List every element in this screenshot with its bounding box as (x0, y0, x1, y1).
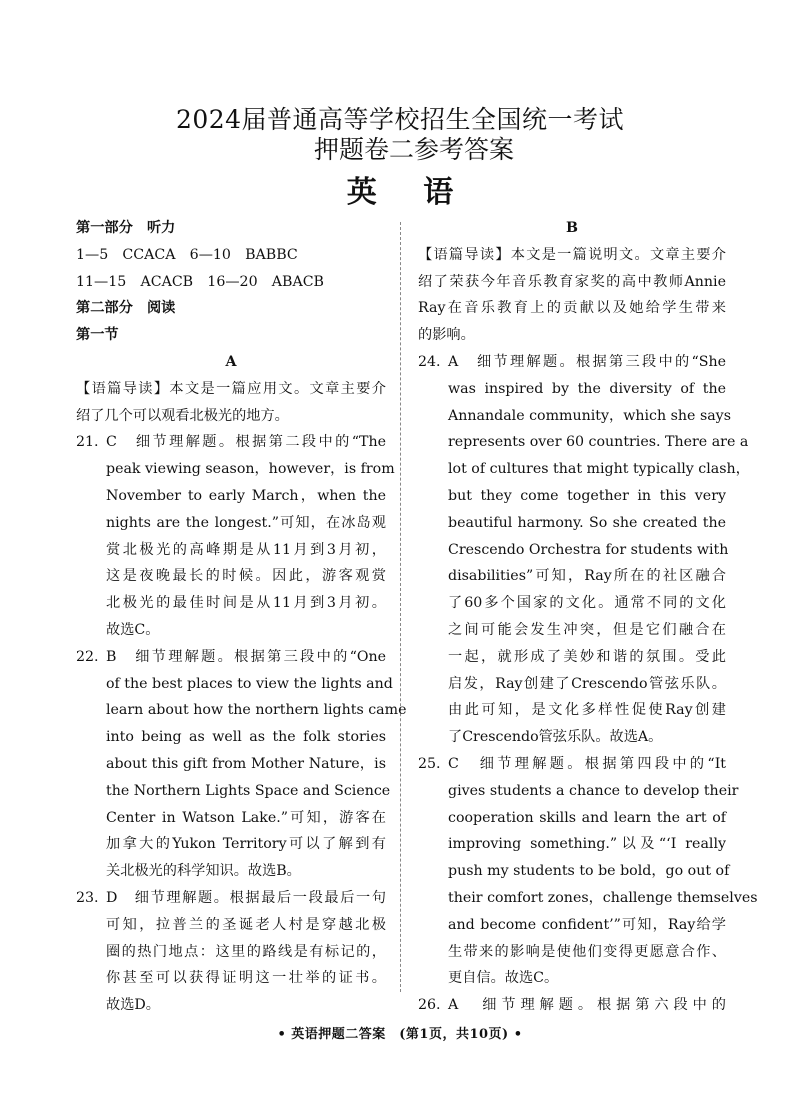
explanation-line: nights are the longest.”可知，在冰岛观 (106, 514, 386, 531)
section-heading: 第一节 (76, 327, 119, 344)
answer-line: 11—15 ACACB 16—20 ABACB (76, 273, 324, 290)
explanation-line: 可知，拉普兰的圣诞老人村是穿越北极 (106, 916, 386, 933)
explanation-line: the Northern Lights Space and Science (106, 782, 391, 799)
page-footer: • 英语押题二答案 (第1页，共10页) • (277, 1027, 523, 1042)
explanation-line: Annandale community，which she says (448, 407, 731, 424)
explanation-line: 故选D。 (106, 997, 160, 1014)
explanation-line: represents over 60 countries. There are a (448, 434, 749, 451)
explanation-line: A 细节理解题。根据第六段中的 (448, 997, 726, 1014)
explanation-line: 由此可知，是文化多样性促使Ray创建 (448, 702, 726, 719)
explanation-line: 之间可能会发生冲突，但是它们融合在 (448, 621, 726, 638)
question-number: 22. (76, 648, 99, 665)
explanation-line: learn about how the northern lights came (106, 702, 407, 719)
guide-line: 【语篇导读】本文是一篇说明文。文章主要介 (418, 246, 726, 263)
guide-line: 绍了荣获今年音乐教育家奖的高中教师Annie (418, 273, 726, 290)
explanation-line: improving something.”以及“‘I really (448, 836, 726, 853)
explanation-line: C 细节理解题。根据第四段中的“It (448, 755, 726, 772)
explanation-line: 关北极光的科学知识。故选B。 (106, 863, 301, 880)
explanation-line: 赏北极光的高峰期是从11月到3月初， (106, 541, 386, 558)
explanation-line: about this gift from Mother Nature，is (106, 755, 386, 772)
exam-title: 2024届普通高等学校招生全国统一考试 (175, 105, 625, 134)
explanation-line: 了Crescendo管弦乐队。故选A。 (448, 729, 663, 746)
answer-item (76, 885, 386, 1019)
explanation-line: 了60多个国家的文化。通常不同的文化 (448, 595, 726, 612)
guide-line: 绍了几个可以观看北极光的地方。 (76, 407, 289, 424)
explanation-line: push my students to be bold，go out of (448, 863, 730, 880)
explanation-line: gives students a chance to develop their (448, 782, 739, 799)
explanation-line: was inspired by the diversity of the (448, 380, 726, 397)
explanation-line: 加拿大的Yukon Territory可以了解到有 (106, 836, 386, 853)
explanation-line: 启发，Ray创建了Crescendo管弦乐队。 (448, 675, 726, 692)
explanation-line: and become confident’”可知，Ray给学 (448, 916, 726, 933)
question-number: 23. (76, 889, 99, 906)
passage-label: B (566, 220, 578, 236)
passage-label: A (225, 353, 237, 370)
answer-item (76, 644, 407, 885)
explanation-line: peak viewing season，however，is from (106, 461, 395, 478)
explanation-line: 圈的热门地点：这里的路线是有标记的， (106, 943, 386, 960)
explanation-line: their comfort zones，challenge themselves (448, 889, 758, 906)
subject-title: 英 语 (346, 175, 472, 210)
explanation-line: disabilities”可知，Ray所在的社区融合 (448, 568, 726, 585)
explanation-line: A 细节理解题。根据第三段中的“She (448, 353, 726, 370)
explanation-line: 你甚至可以获得证明这一壮举的证书。 (106, 970, 386, 987)
part-heading: 第一部分 听力 (76, 220, 176, 236)
explanation-line: of the best places to view the lights and (106, 675, 393, 692)
question-number: 26. (418, 997, 441, 1014)
explanation-line: Center in Watson Lake.”可知，游客在 (106, 809, 386, 826)
answer-item (418, 992, 726, 1019)
question-number: 21. (76, 434, 99, 451)
explanation-line: but they come together in this very (448, 487, 726, 504)
question-number: 25. (418, 755, 441, 772)
explanation-line: 更自信。故选C。 (448, 970, 559, 987)
explanation-line: beautiful harmony. So she created the (448, 514, 726, 531)
explanation-line: 故选C。 (106, 621, 160, 638)
explanation-line: B 细节理解题。根据第三段中的“One (106, 648, 386, 665)
right-column (418, 215, 758, 1019)
explanation-line: D 细节理解题。根据最后一段最后一句 (106, 889, 386, 906)
explanation-line: 一起，就形成了美妙和谐的氛围。受此 (448, 648, 726, 665)
explanation-line: C 细节理解题。根据第二段中的“The (106, 434, 386, 451)
explanation-line: 北极光的最佳时间是从11月到3月初。 (106, 595, 386, 612)
guide-line: 【语篇导读】本文是一篇应用文。文章主要介 (76, 380, 386, 397)
explanation-line: November to early March，when the (106, 487, 386, 504)
left-column (76, 215, 407, 1019)
explanation-line: 这是夜晚最长的时候。因此，游客观赏 (106, 568, 386, 585)
guide-line: 的影响。 (418, 327, 475, 344)
answer-key-title: 押题卷二参考答案 (313, 135, 514, 164)
question-number: 24. (418, 353, 441, 370)
explanation-line: lot of cultures that might typically clash， (448, 461, 750, 478)
answer-line: 1—5 CCACA 6—10 BABBC (76, 246, 298, 263)
explanation-line: Crescendo Orchestra for students with (448, 541, 729, 558)
answer-item (418, 751, 758, 992)
explanation-line: 生带来的影响是使他们变得更愿意合作、 (448, 943, 726, 960)
column-divider (400, 222, 401, 992)
explanation-line: into being as well as the folk stories (106, 729, 386, 746)
explanation-line: cooperation skills and learn the art of (448, 809, 726, 826)
answer-item (418, 349, 750, 751)
answer-item (76, 429, 395, 643)
guide-line: Ray在音乐教育上的贡献以及她给学生带来 (418, 300, 726, 317)
part-heading: 第二部分 阅读 (76, 300, 176, 317)
